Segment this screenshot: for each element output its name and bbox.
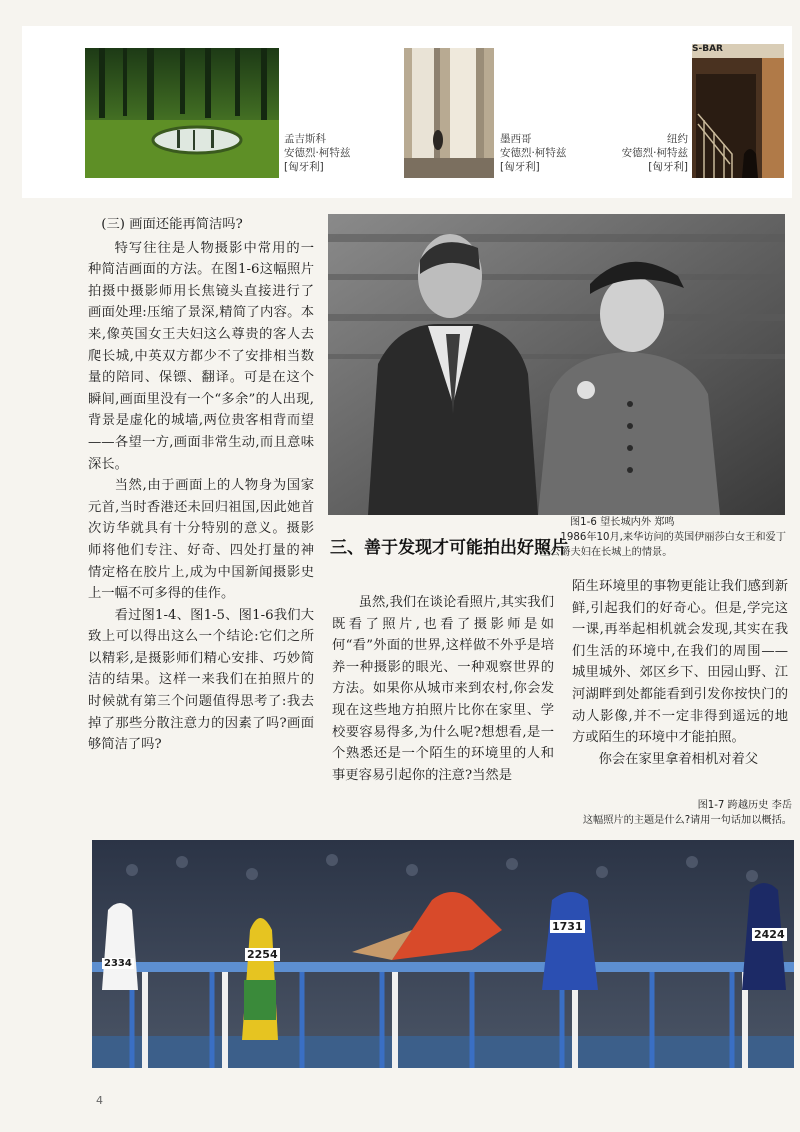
middle-text-column xyxy=(332,592,554,786)
paragraph: 特写往往是人物摄影中常用的一种简洁画面的方法。在图1-6这幅照片拍摄中摄影师用长焦镜头直接进行了画面处理:压缩了景深,精简了内容。本来,像英国女王夫妇这么尊贵的客人去爬长城,中英双方都少不了安排相当数量的陪同、保镖、翻译。可是在这个瞬间,画面里没有一个“多余”的人出现,背景是虚化的城墙,两位贵客相背而望——各望一方,画面非常生动,而且意味深长。 xyxy=(88,240,314,472)
figure-1-6-caption: 图1-6 望长城内外 郑鸣 1986年10月,来华访问的英国伊丽莎白女王和爱丁堡公爵夫妇在长城上的情景。 xyxy=(540,517,786,558)
photo-columns xyxy=(404,48,494,178)
top-photo-strip xyxy=(22,26,792,198)
right-text-column xyxy=(572,576,788,770)
paragraph: 你会在家里拿着相机对着父 xyxy=(598,751,759,767)
runner-bib: 2334 xyxy=(104,958,132,969)
paragraph: 虽然,我们在谈论看照片,其实我们既看了照片,也看了摄影师是如何“看”外面的世界,这样做不外乎是培养一种摄影的眼光、一种观察世界的方法。如果你从城市来到农村,你会发现在这些地方拍照片比你在家里、学校要容易得多,为什么呢?想想看,是一个熟悉还是一个陌生的环境里的人和事更容易引起你的注意?当然是 xyxy=(332,595,554,783)
paragraph: 陌生环境里的事物更能让我们感到新鲜,引起我们的好奇心。但是,学完这一课,再举起相机就会发现,其实在我们生活的环境中,在我们的周围——城里城外、郊区乡下、田园山野、江河湖畔到处都能看到引发你按快门的动人影像,并不一定非得到遥远的地方或陌生的环境中才能拍照。 xyxy=(572,579,788,746)
bar-sign: S-BAR xyxy=(692,44,723,54)
caption-photo-2: 墨西哥 安德烈·柯特兹 [匈牙利] xyxy=(500,133,567,173)
paragraph: 当然,由于画面上的人物身为国家元首,当时香港还未回归祖国,因此她首次访华就具有十分特别的意义。摄影师将他们专注、好奇、四处打量的神情定格在胶片上,成为中国新闻摄影史上一幅不可多得的佳作。 xyxy=(88,478,314,602)
figure-1-7-photo xyxy=(92,840,794,1068)
left-text-column xyxy=(88,214,314,756)
figure-1-7-caption: 图1-7 跨越历史 李岳 这幅照片的主题是什么?请用一句话加以概括。 xyxy=(582,800,792,826)
runner-bib: 2424 xyxy=(754,928,785,941)
photo-forest-pond xyxy=(85,48,279,178)
photo-new-york-bar xyxy=(692,44,784,178)
figure-1-6-photo xyxy=(328,214,785,515)
runner-bib: 2254 xyxy=(247,948,278,961)
paragraph: 看过图1-4、图1-5、图1-6我们大致上可以得出这么一个结论:它们之所以精彩,是摄影师们精心安排、巧妙简洁的结果。这样一来我们在拍照片的时候就有第三个问题值得思考了:我去掉了那些分散注意力的因素了吗?画面够简洁了吗? xyxy=(88,607,314,753)
section-three-title: 三、善于发现才可能拍出好照片 xyxy=(330,538,568,558)
page-number: 4 xyxy=(96,1094,103,1107)
caption-photo-3: 纽约 安德烈·柯特兹 [匈牙利] xyxy=(621,133,688,173)
subheading-simplicity: (三) 画面还能再简洁吗? xyxy=(101,217,243,232)
caption-photo-1: 孟吉斯科 安德烈·柯特兹 [匈牙利] xyxy=(284,133,351,173)
runner-bib: 1731 xyxy=(552,920,583,933)
